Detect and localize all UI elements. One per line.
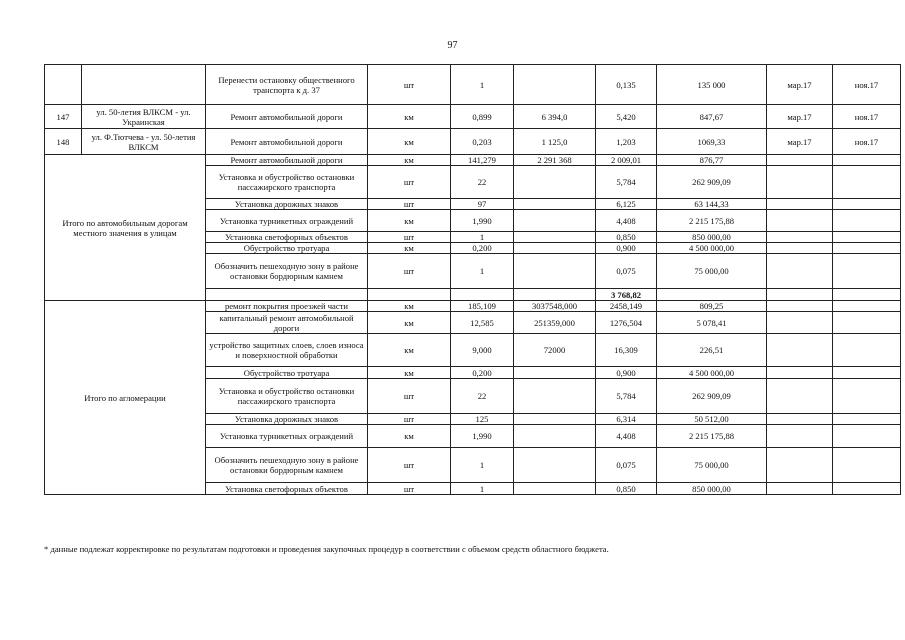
end-date-cell (833, 483, 901, 495)
table-row (45, 105, 901, 129)
work-cell: Ремонт автомобильной дороги (206, 155, 368, 166)
start-date-cell (767, 289, 833, 301)
unit-cell: шт (368, 483, 451, 495)
unit-cell: км (368, 105, 451, 129)
work-cell: капитальный ремонт автомобильной дороги (206, 312, 368, 334)
value-cell: 2 215 175,88 (657, 210, 767, 232)
value-cell (514, 166, 596, 199)
work-cell: Установка светофорных объектов (206, 232, 368, 243)
end-date-cell (833, 425, 901, 448)
start-date-cell (767, 483, 833, 495)
end-date-cell (833, 199, 901, 210)
row-number-cell (45, 65, 82, 105)
value-cell: 1276,504 (596, 312, 657, 334)
start-date-cell: мар.17 (767, 105, 833, 129)
table-row (45, 155, 901, 166)
footnote: * данные подлежат корректировке по результатам подготовки и проведения закупочных процедур в соответствии с объемом средств областного бюджета. (44, 544, 609, 554)
quantity-cell: 1 (451, 483, 514, 495)
row-number-cell: 148 (45, 129, 82, 155)
start-date-cell (767, 199, 833, 210)
quantity-cell: 0,203 (451, 129, 514, 155)
value-cell: 63 144,33 (657, 199, 767, 210)
value-cell: 0,900 (596, 243, 657, 254)
quantity-cell: 97 (451, 199, 514, 210)
start-date-cell (767, 425, 833, 448)
subtotal-cell: 3 768,82 (596, 289, 657, 301)
start-date-cell (767, 243, 833, 254)
work-cell: Установка дорожных знаков (206, 414, 368, 425)
unit-cell: км (368, 301, 451, 312)
value-cell (514, 199, 596, 210)
table-row (45, 301, 901, 312)
value-cell: 2 291 368 (514, 155, 596, 166)
quantity-cell: 22 (451, 379, 514, 414)
unit-cell: км (368, 129, 451, 155)
group-label: Итого по автомобильным дорогам местного значения в улицам (45, 155, 206, 301)
quantity-cell: 1 (451, 65, 514, 105)
value-cell: 6,125 (596, 199, 657, 210)
work-cell: Обустройство тротуара (206, 367, 368, 379)
work-cell: Установка и обустройство остановки пассажирского транспорта (206, 379, 368, 414)
end-date-cell (833, 289, 901, 301)
value-cell: 1,203 (596, 129, 657, 155)
unit-cell: шт (368, 414, 451, 425)
value-cell: 809,25 (657, 301, 767, 312)
quantity-cell: 1 (451, 448, 514, 483)
quantity-cell: 1 (451, 232, 514, 243)
end-date-cell (833, 312, 901, 334)
value-cell: 135 000 (657, 65, 767, 105)
start-date-cell: мар.17 (767, 129, 833, 155)
work-cell: Обозначить пешеходную зону в районе остановки бордюрным камнем (206, 448, 368, 483)
start-date-cell (767, 155, 833, 166)
end-date-cell (833, 301, 901, 312)
value-cell: 5 078,41 (657, 312, 767, 334)
end-date-cell (833, 367, 901, 379)
quantity-cell: 0,200 (451, 243, 514, 254)
work-cell: Перенести остановку общественного транспорта к д. 37 (206, 65, 368, 105)
quantity-cell: 12,585 (451, 312, 514, 334)
start-date-cell (767, 312, 833, 334)
work-cell: Установка турникетных ограждений (206, 425, 368, 448)
value-cell: 72000 (514, 334, 596, 367)
work-cell: ремонт покрытия проезжей части (206, 301, 368, 312)
unit-cell: шт (368, 379, 451, 414)
value-cell: 6 394,0 (514, 105, 596, 129)
start-date-cell (767, 414, 833, 425)
value-cell: 75 000,00 (657, 448, 767, 483)
quantity-cell: 22 (451, 166, 514, 199)
unit-cell: км (368, 334, 451, 367)
start-date-cell (767, 334, 833, 367)
value-cell: 16,309 (596, 334, 657, 367)
end-date-cell: ноя.17 (833, 105, 901, 129)
end-date-cell (833, 334, 901, 367)
value-cell: 4 500 000,00 (657, 243, 767, 254)
quantity-cell: 125 (451, 414, 514, 425)
end-date-cell (833, 166, 901, 199)
end-date-cell (833, 254, 901, 289)
value-cell: 1 125,0 (514, 129, 596, 155)
value-cell: 850 000,00 (657, 232, 767, 243)
quantity-cell: 9,000 (451, 334, 514, 367)
start-date-cell (767, 448, 833, 483)
start-date-cell (767, 166, 833, 199)
end-date-cell (833, 210, 901, 232)
value-cell: 0,900 (596, 367, 657, 379)
unit-cell: км (368, 425, 451, 448)
value-cell (514, 289, 596, 301)
unit-cell: км (368, 243, 451, 254)
quantity-cell: 1,990 (451, 210, 514, 232)
value-cell (514, 210, 596, 232)
work-cell (206, 289, 368, 301)
unit-cell: км (368, 367, 451, 379)
table-row (45, 65, 901, 105)
value-cell (514, 243, 596, 254)
start-date-cell (767, 254, 833, 289)
value-cell (514, 379, 596, 414)
row-number-cell: 147 (45, 105, 82, 129)
value-cell: 4 500 000,00 (657, 367, 767, 379)
value-cell: 251359,000 (514, 312, 596, 334)
group-label: Итого по агломерации (45, 301, 206, 495)
value-cell: 6,314 (596, 414, 657, 425)
end-date-cell: ноя.17 (833, 65, 901, 105)
value-cell: 262 909,09 (657, 379, 767, 414)
work-cell: Обозначить пешеходную зону в районе остановки бордюрным камнем (206, 254, 368, 289)
quantity-cell: 141,279 (451, 155, 514, 166)
work-cell: Установка турникетных ограждений (206, 210, 368, 232)
value-cell: 1069,33 (657, 129, 767, 155)
work-cell: устройство защитных слоев, слоев износа и поверхностной обработки (206, 334, 368, 367)
unit-cell: шт (368, 254, 451, 289)
value-cell: 226,51 (657, 334, 767, 367)
data-table (44, 64, 901, 495)
value-cell: 262 909,09 (657, 166, 767, 199)
unit-cell: шт (368, 166, 451, 199)
work-cell: Установка дорожных знаков (206, 199, 368, 210)
quantity-cell: 185,109 (451, 301, 514, 312)
street-cell: ул. Ф.Тютчева - ул. 50-летия ВЛКСМ (82, 129, 206, 155)
end-date-cell (833, 448, 901, 483)
value-cell: 876,77 (657, 155, 767, 166)
quantity-cell: 1 (451, 254, 514, 289)
value-cell: 2 009,01 (596, 155, 657, 166)
value-cell: 0,850 (596, 232, 657, 243)
end-date-cell (833, 155, 901, 166)
unit-cell (368, 289, 451, 301)
end-date-cell (833, 243, 901, 254)
value-cell: 3037548,000 (514, 301, 596, 312)
value-cell: 75 000,00 (657, 254, 767, 289)
value-cell: 0,850 (596, 483, 657, 495)
value-cell (514, 414, 596, 425)
value-cell: 847,67 (657, 105, 767, 129)
page-number: 97 (447, 40, 458, 51)
value-cell (657, 289, 767, 301)
work-cell: Обустройство тротуара (206, 243, 368, 254)
work-cell: Установка и обустройство остановки пассажирского транспорта (206, 166, 368, 199)
value-cell (514, 254, 596, 289)
quantity-cell: 1,990 (451, 425, 514, 448)
value-cell: 4,408 (596, 210, 657, 232)
work-cell: Установка светофорных объектов (206, 483, 368, 495)
value-cell (514, 367, 596, 379)
value-cell: 0,075 (596, 448, 657, 483)
value-cell (514, 232, 596, 243)
value-cell: 5,784 (596, 166, 657, 199)
work-cell: Ремонт автомобильной дороги (206, 105, 368, 129)
unit-cell: км (368, 210, 451, 232)
start-date-cell (767, 379, 833, 414)
value-cell (514, 448, 596, 483)
unit-cell: шт (368, 448, 451, 483)
quantity-cell (451, 289, 514, 301)
quantity-cell: 0,200 (451, 367, 514, 379)
value-cell: 5,420 (596, 105, 657, 129)
unit-cell: км (368, 155, 451, 166)
work-cell: Ремонт автомобильной дороги (206, 129, 368, 155)
unit-cell: шт (368, 199, 451, 210)
value-cell: 5,784 (596, 379, 657, 414)
value-cell: 2 215 175,88 (657, 425, 767, 448)
end-date-cell: ноя.17 (833, 129, 901, 155)
start-date-cell (767, 367, 833, 379)
end-date-cell (833, 232, 901, 243)
value-cell: 50 512,00 (657, 414, 767, 425)
unit-cell: шт (368, 232, 451, 243)
street-cell (82, 65, 206, 105)
quantity-cell: 0,899 (451, 105, 514, 129)
value-cell (514, 425, 596, 448)
start-date-cell (767, 301, 833, 312)
end-date-cell (833, 414, 901, 425)
value-cell: 0,075 (596, 254, 657, 289)
start-date-cell (767, 232, 833, 243)
value-cell: 850 000,00 (657, 483, 767, 495)
start-date-cell (767, 210, 833, 232)
value-cell: 2458,149 (596, 301, 657, 312)
value-cell: 4,408 (596, 425, 657, 448)
value-cell: 0,135 (596, 65, 657, 105)
unit-cell: км (368, 312, 451, 334)
street-cell: ул. 50-летия ВЛКСМ - ул. Украинская (82, 105, 206, 129)
table-row (45, 129, 901, 155)
value-cell (514, 65, 596, 105)
unit-cell: шт (368, 65, 451, 105)
start-date-cell: мар.17 (767, 65, 833, 105)
value-cell (514, 483, 596, 495)
end-date-cell (833, 379, 901, 414)
